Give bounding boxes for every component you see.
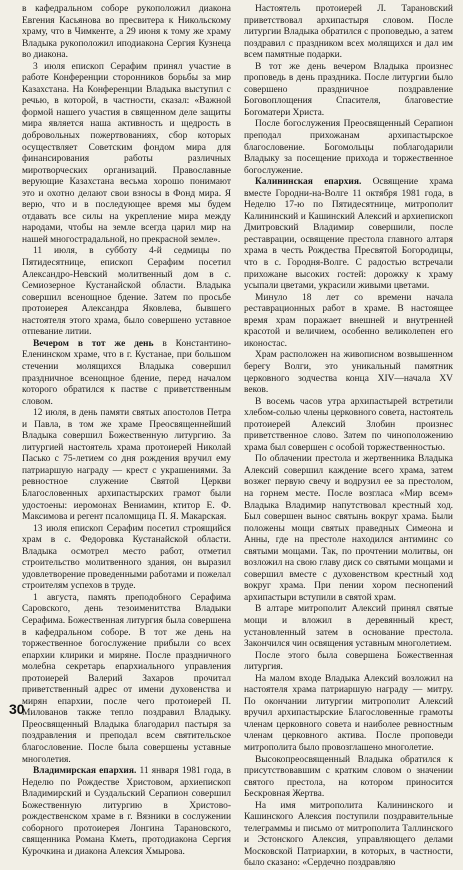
paragraph-text: На имя митрополита Калининского и Кашинского Алексия поступили поздравительные телеграммы и письмо от митрополита Таллинского и Эстонского Алексия, управляющего делами Московской Патриархии, в которых, в частности, было сказано: «Сердечно поздравляю (244, 800, 453, 869)
paragraph-text: После богослужения Преосвященный Серапион преподал прихожанам архипастырское благословение. Богомольцы поблагодарили Владыку за посещение прихода и торжественное богослужение. (244, 119, 453, 176)
paragraph (22, 766, 231, 858)
page-number: 30 (9, 701, 25, 717)
paragraph-text: В тот же день вечером Владыка произнес проповедь в день праздника. После литургии было совершено праздничное поздравление Боговоплощения Спасителя, благовестие Богоматери Христа. (244, 61, 453, 118)
paragraph-text: Минуло 18 лет со времени начала реставрационных работ в храме. В настоящее время храм поражает внешней и внутренней красотой и величием, особенно великолепен его иконостас. (244, 292, 453, 349)
paragraph-text: 12 июля, в день памяти святых апостолов Петра и Павла, в том же храме Преосвященнейший Владыка совершил Божественную литургию. За литургией настоятель храма протоиерей Николай Пасько с 75-летием со дня рождения вручил ему патриаршую награду — крест с украшениями. За ревностное служение Святой Церкви Благословенных архипастырских грамот были удостоены: иеромонах Вениамин, ктитор Е. Ф. Максимова и регент псаломщица П. Я. Макарская. (22, 408, 231, 523)
paragraph (22, 62, 231, 247)
paragraph-lead: Калининская епархия. (255, 177, 362, 188)
paragraph-text: Настоятель протоиерей Л. Тарановский приветствовал архипастыря словом. После литургии Владыка обратился с проповедью, а затем поздравил с праздником всех молящихся и дал им всем памятные подарки. (244, 4, 453, 61)
paragraph-lead: Вечером в тот же день (33, 338, 154, 349)
paragraph-text: Освящение храма вместе Городни-на-Волге 11 октября 1981 года, в Неделю 17-ю по Пятидесятнице, митрополит Калининский и Кашинский Алексий и архиепископ Дмитровский Владимир совершили, после реставрации, освящение престола главного алтаря храма в честь Рождества Пресвятой Богородицы, что в с. Городня-Волге. С радостью встречали прихожане высоких гостей: дорожку к храму усыпали цветами, украсили живыми цветами. (244, 177, 453, 292)
paragraph-text: 3 июля епископ Серафим принял участие в работе Конференции сторонников борьбы за мир Казахстана. На Конференции Владыка выступил с речью, в которой, в частности, сказал: «Важной формой нашего участия в священном деле защиты мира является наша активность и щедрость в добровольных пожертвованиях, сбор которых осуществляет Советским фондом мира для финансирования работы различных миротворческих организаций. Православные верующие Казахстана весьма хорошо понимают это и охотно делают свои взносы в Фонд мира. Я верю, что и в последующее время мы будем отдавать все силы на укрепление мира между народами, чтобы на земле всегда царил мир на нашей многострадальной, но прекрасной земле». (22, 61, 231, 245)
paragraph (244, 350, 453, 396)
paragraph (244, 397, 453, 455)
paragraph (244, 801, 453, 870)
paragraph (244, 651, 453, 674)
right-text-column (244, 4, 453, 869)
paragraph (22, 524, 231, 593)
paragraph-text: 1 августа, память преподобного Серафима Саровского, день тезоименитства Владыки Серафима. Божественная литургия была совершена в кафедральном соборе. В тот же день на торжественное богослужение прибыли со всех епархии клирики и миряне. После праздничного молебна секретарь епархиального управления протоиерей Валерий Захаров прочитал приветственный адрес от имени духовенства и мирян епархии, после чего протоиерей П. Милованов также тепло поздравил Владыку. Преосвященный Владыка благодарил пастыря за поздравления и преподал всем святительское благословение. После была совершены уставные многолетия. (22, 592, 231, 765)
paragraph (244, 604, 453, 650)
paragraph-text: в кафедральном соборе рукоположил диакона Евгения Касьянова во пресвитера к Никольскому храму, что в Чимкенте, а 29 июня к тому же храму Владыка рукоположил иподиакона Сергия Кузнеца во диакона. (22, 4, 231, 61)
paragraph-text: 11 января 1981 года, в Неделю по Рождестве Христовом, архиепископ Владимирский и Суздальский Серапион совершил Божественную литургию в Христово-рождественском храме в г. Вязники в сослужении соборного протоиерея Лонгина Тарановского, священника Романа Кметь, протодиакона Сергия Курочкина и диакона Алексия Хмырова. (22, 766, 231, 857)
paragraph (244, 755, 453, 801)
left-text-column (22, 4, 231, 857)
paragraph (22, 246, 231, 338)
paragraph (244, 293, 453, 351)
paragraph-text: В алтаре митрополит Алексий принял святые мощи и вложил в деревянный крест, установленный затем в основание престола. Закончился чин освящения уставным многолетием. (244, 604, 453, 650)
paragraph-text: в Константино-Еленинском храме, что в г. Кустанае, при большом стечении молящихся Владыка совершил праздничное всенощное бдение, перед началом которого обратился к пастве с приветственным словом. (22, 338, 231, 407)
paragraph-text: 13 июля епископ Серафим посетил строящийся храм в с. Федоровка Кустанайской области. Владыка осмотрел место работ, отметил строительство молитвенного здания, он выразил удовлетворение проведенными работами и пожелал строителям успехов в труде. (22, 523, 231, 592)
paragraph (244, 454, 453, 604)
paragraph (22, 408, 231, 523)
paragraph-text: По облачении престола и жертвенника Владыка Алексий совершил каждение всего храма, затем возжег первую свечу и водрузил ее за престолом, на горнем месте. После возгласа «Мир всем» Владыка Владимир напутствовал крестный ход. Был совершен вынос святынь вокруг храма. Были положены мощи святых праведных Симеона и Анны, где на престоле находился антиминс со святыми мощами. Так, по прочтении молитвы, он возложил на свою главу диск со святыми мощами и совершил вместе с духовенством крестный ход вокруг храма. При пении хором песнопений архипастыри вступили в святой храм. (244, 454, 453, 603)
paragraph-text: После этого была совершена Божественная литургия. (244, 650, 453, 673)
paragraph-text: На малом входе Владыка Алексий возложил на настоятеля храма патриаршую награду — митру. По окончании литургии митрополит Алексий вручил архипастырские Благословенные грамоты членам церковного совета и наиболее ревностным членам церковного актива. После проповеди митрополита было провозглашено многолетие. (244, 673, 453, 753)
paragraph (244, 4, 453, 62)
paragraph (244, 177, 453, 292)
paragraph (22, 339, 231, 408)
paragraph-text: Высокопреосвященный Владыка обратился к присутствовавшим с кратким словом о значении святого престола, на котором приносится Бескровная Жертва. (244, 754, 453, 800)
paragraph-text: В восемь часов утра архипастырей встретили хлебом-солью члены церковного совета, настоятель протоиерей Алексий Злобин произнес приветственное слово. Затем по чиноположению храма был совершен с особой торжественностью. (244, 396, 453, 453)
paragraph (244, 62, 453, 120)
paragraph-lead: Владимирская епархия. (33, 766, 137, 777)
paragraph-text: 11 июля, в субботу 4-й седмицы по Пятидесятнице, епископ Серафим посетил Александро-Невский молитвенный дом в с. Семиозерное Кустанайской области. Владыка совершил всенощное бдение. Затем по просьбе протоиерея Александра Яковлева, бывшего настоятеля этого храма, было совершено уставное отпевание литии. (22, 246, 231, 338)
paragraph (22, 4, 231, 62)
paragraph (244, 119, 453, 177)
paragraph (22, 593, 231, 766)
paragraph-text: Храм расположен на живописном возвышенном берегу Волги, это уникальный памятник церковного зодчества конца XIV—начала XV веков. (244, 350, 453, 396)
paragraph (244, 674, 453, 755)
